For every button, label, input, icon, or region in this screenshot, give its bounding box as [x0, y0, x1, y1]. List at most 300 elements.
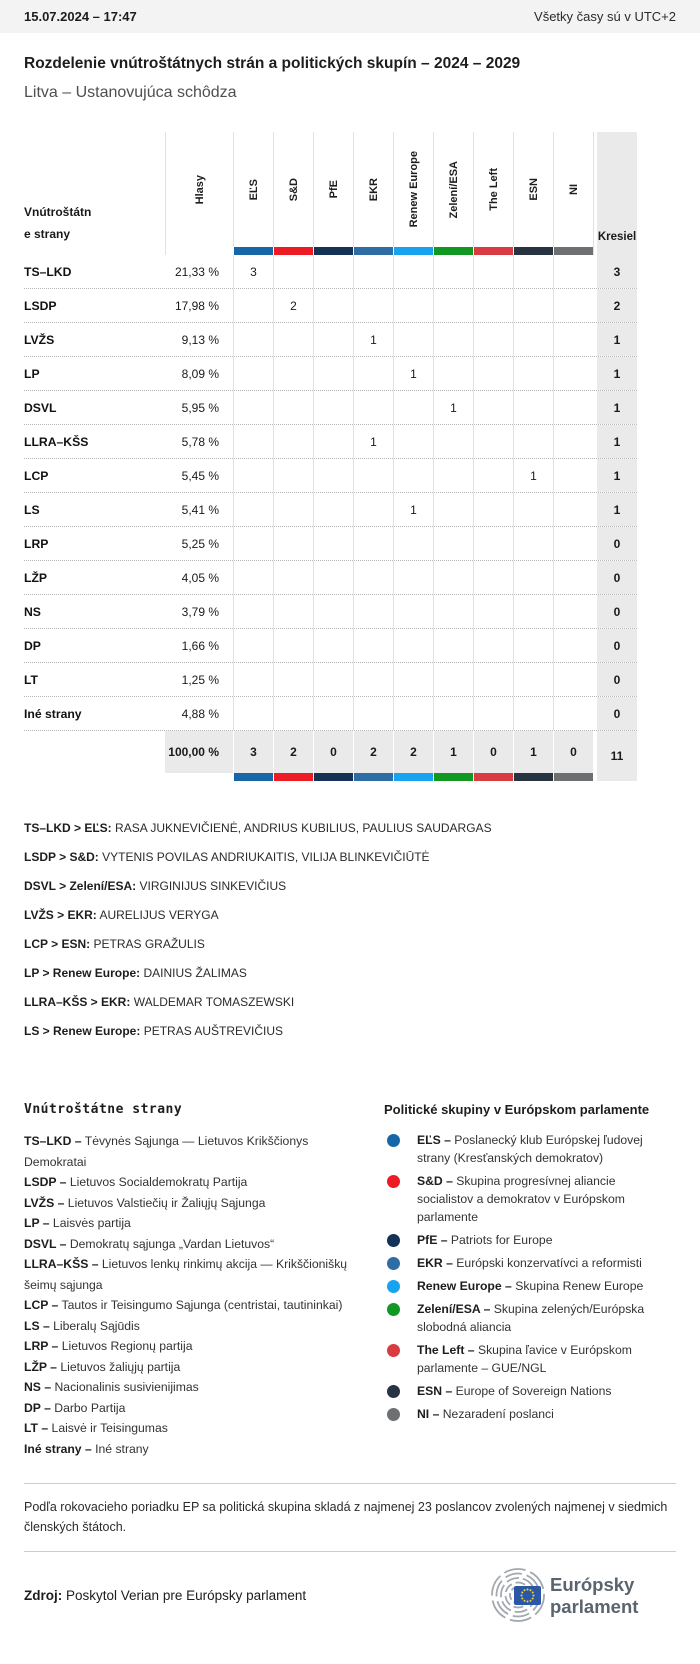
table-row: [24, 322, 637, 356]
party-legend-item: LVŽS – Lietuvos Valstiečių ir Žaliųjų Sąjunga: [24, 1195, 266, 1210]
total-color-bar-esn: [514, 773, 553, 781]
delegation-line: LP > Renew Europe: DAINIUS ŽALIMAS: [24, 966, 247, 980]
party-name-cell: LŽP: [24, 570, 48, 585]
group-color-dot: [387, 1385, 400, 1398]
group-legend-abbr: EKR –: [417, 1256, 453, 1270]
party-legend-abbr: NS –: [24, 1380, 52, 1394]
seats-cell-left: [473, 561, 513, 594]
group-column-header-ni: [553, 132, 593, 247]
delegation-party-group: TS–LKD > EĽS:: [24, 821, 112, 835]
seats-cell-zeleni: [433, 459, 473, 492]
seats-cell-pfe: [313, 629, 353, 662]
group-color-bar-ni: [553, 247, 593, 255]
party-legend-item: DSVL – Demokratų sąjunga „Vardan Lietuvos“: [24, 1236, 275, 1251]
seats-cell-esn: [513, 323, 553, 356]
seats-distribution-table: [24, 132, 637, 781]
total-color-bar-pfe: [314, 773, 353, 781]
party-legend-abbr: LVŽS –: [24, 1195, 65, 1210]
table-row: [24, 526, 637, 560]
total-seats-cell: 1: [597, 493, 637, 526]
votes-cell: 17,98 %: [174, 298, 219, 313]
seats-cell-zeleni: [433, 323, 473, 356]
seats-cell-renew: [393, 561, 433, 594]
total-seats-cell: 0: [597, 629, 637, 662]
table-row: [24, 696, 637, 730]
seats-cell-pfe: [313, 425, 353, 458]
seats-cell-ekr: [353, 697, 393, 730]
seats-cell-ekr: [353, 527, 393, 560]
group-legend-abbr: Renew Europe –: [417, 1279, 512, 1293]
seats-cell-ni: [553, 357, 593, 390]
group-column-header-label: EĽS: [247, 178, 260, 201]
group-column-header-label: Renew Europe: [407, 151, 420, 228]
party-legend-item: LŽP – Lietuvos žaliųjų partija: [24, 1359, 181, 1374]
delegation-line: TS–LKD > EĽS: RASA JUKNEVIČIENĖ, ANDRIUS KUBILIUS, PAULIUS SAUDARGAS: [24, 821, 492, 835]
seats-cell-sd: [273, 255, 313, 288]
seats-cell-left: [473, 323, 513, 356]
group-legend-title: Politické skupiny v Európskom parlamente: [384, 1102, 650, 1117]
seats-cell-ekr: [353, 459, 393, 492]
party-legend-item: LP – Laisvės partija: [24, 1216, 131, 1230]
seats-cell-zeleni: 1: [433, 391, 473, 424]
seats-cell-sd: [273, 595, 313, 628]
group-color-dot: [387, 1303, 400, 1316]
legends-section: [24, 1102, 676, 1459]
seats-cell-ni: [553, 323, 593, 356]
group-color-bar-row: [24, 247, 637, 255]
total-votes-cell: 100,00 %: [165, 731, 233, 773]
seats-cell-renew: [393, 527, 433, 560]
party-legend-abbr: LRP –: [24, 1339, 59, 1353]
total-seats-cell-ekr: 2: [353, 731, 393, 773]
votes-column-header-label: Hlasy: [193, 174, 206, 205]
european-parliament-logo: [480, 1564, 676, 1626]
total-color-bar-sd: [274, 773, 313, 781]
delegation-line: LS > Renew Europe: PETRAS AUŠTREVIČIUS: [24, 1024, 284, 1038]
seats-cell-sd: [273, 663, 313, 696]
total-seats-cell-zeleni: 1: [433, 731, 473, 773]
seats-cell-ni: [553, 391, 593, 424]
seats-cell-left: [473, 493, 513, 526]
topbar: [0, 0, 700, 33]
seats-cell-ekr: [353, 663, 393, 696]
seats-cell-renew: [393, 697, 433, 730]
delegation-line: LSDP > S&D: VYTENIS POVILAS ANDRIUKAITIS, VILIJA BLINKEVIČIŪTĖ: [24, 850, 430, 864]
group-color-dot: [387, 1134, 400, 1147]
delegation-line: LVŽS > EKR: AURELIJUS VERYGA: [24, 908, 219, 922]
seats-cell-ekr: [353, 595, 393, 628]
party-name-cell: LCP: [24, 468, 49, 483]
bar-spacer-votes: [165, 247, 233, 255]
seats-cell-pfe: [313, 391, 353, 424]
delegation-line: LLRA–KŠS > EKR: WALDEMAR TOMASZEWSKI: [24, 995, 295, 1009]
group-legend-item: PfE – Patriots for Europe: [384, 1231, 674, 1249]
total-color-bar-els: [234, 773, 273, 781]
seats-cell-pfe: [313, 493, 353, 526]
seats-cell-ni: [553, 561, 593, 594]
votes-cell: 5,45 %: [181, 468, 219, 483]
group-color-bar-sd: [273, 247, 313, 255]
party-name-cell: LVŽS: [24, 332, 55, 347]
group-legend-abbr: NI –: [417, 1407, 440, 1421]
seats-cell-left: [473, 255, 513, 288]
seats-cell-zeleni: [433, 255, 473, 288]
grand-total-seats-cell: 11: [597, 731, 637, 781]
total-seats-cell: 1: [597, 391, 637, 424]
seats-cell-sd: [273, 425, 313, 458]
delegation-party-group: LLRA–KŠS > EKR:: [24, 995, 131, 1009]
delegation-line: LCP > ESN: PETRAS GRAŽULIS: [24, 937, 205, 951]
seats-cell-ni: [553, 289, 593, 322]
votes-column-header: [165, 132, 233, 247]
seats-cell-ekr: [353, 561, 393, 594]
party-legend-abbr: LLRA–KŠS –: [24, 1257, 99, 1271]
table-row: [24, 424, 637, 458]
seats-cell-left: [473, 357, 513, 390]
source-line: [24, 1588, 306, 1603]
total-seats-cell: 2: [597, 289, 637, 322]
party-name-cell: TS–LKD: [24, 264, 72, 279]
seats-cell-els: [233, 391, 273, 424]
seats-cell-ni: [553, 459, 593, 492]
seats-cell-zeleni: [433, 527, 473, 560]
seats-cell-ni: [553, 629, 593, 662]
votes-cell: 4,05 %: [181, 570, 219, 585]
table-row: [24, 288, 637, 322]
table-row: [24, 594, 637, 628]
party-legend-abbr: TS–LKD –: [24, 1134, 82, 1148]
party-name-cell: LP: [24, 366, 40, 381]
seats-cell-els: [233, 629, 273, 662]
total-seats-cell: 0: [597, 561, 637, 594]
group-color-dot: [387, 1280, 400, 1293]
seats-cell-els: [233, 493, 273, 526]
seats-cell-els: [233, 323, 273, 356]
table-row: [24, 628, 637, 662]
seats-cell-renew: [393, 255, 433, 288]
seats-cell-zeleni: [433, 629, 473, 662]
group-legend-abbr: The Left –: [417, 1343, 475, 1357]
seats-cell-left: [473, 289, 513, 322]
party-column-header-label: Vnútroštátne strany: [24, 204, 92, 241]
party-legend-title: Vnútroštátne strany: [24, 1102, 183, 1117]
seats-cell-esn: [513, 425, 553, 458]
total-seats-cell: 0: [597, 663, 637, 696]
group-column-header-esn: [513, 132, 553, 247]
seats-cell-renew: [393, 459, 433, 492]
seats-cell-ekr: [353, 255, 393, 288]
seats-cell-pfe: [313, 697, 353, 730]
table-row: [24, 255, 637, 288]
seats-cell-els: [233, 459, 273, 492]
group-legend-item: ESN – Europe of Sovereign Nations: [384, 1382, 674, 1400]
seats-cell-esn: [513, 527, 553, 560]
seats-cell-zeleni: [433, 561, 473, 594]
seats-cell-ekr: 1: [353, 323, 393, 356]
seats-cell-esn: [513, 663, 553, 696]
votes-cell: 9,13 %: [181, 332, 219, 347]
group-color-bar-els: [233, 247, 273, 255]
party-legend-item: TS–LKD – Tėvynės Sąjunga — Lietuvos Krikščionys Demokratai: [24, 1134, 309, 1169]
party-name-cell: LRP: [24, 536, 49, 551]
party-legend-abbr: LSDP –: [24, 1175, 67, 1189]
seats-cell-els: [233, 425, 273, 458]
votes-cell: 5,95 %: [181, 400, 219, 415]
seats-cell-esn: [513, 595, 553, 628]
total-seats-cell-left: 0: [473, 731, 513, 773]
seats-cell-els: [233, 357, 273, 390]
table-row: [24, 492, 637, 526]
total-seats-cell-sd: 2: [273, 731, 313, 773]
total-seats-cell-renew: 2: [393, 731, 433, 773]
group-legend-abbr: ESN –: [417, 1384, 453, 1398]
seats-cell-els: [233, 697, 273, 730]
report-datetime: 15.07.2024 – 17:47: [24, 9, 137, 24]
seats-cell-pfe: [313, 289, 353, 322]
party-name-cell: LS: [24, 502, 40, 517]
footnote-text: Podľa rokovacieho poriadku EP sa politická skupina skladá z najmenej 23 poslancov zvolených najmenej v siedmich členských štátoch.: [24, 1500, 668, 1534]
seats-cell-sd: [273, 697, 313, 730]
total-seats-cell: 0: [597, 527, 637, 560]
party-name-cell: Iné strany: [24, 706, 82, 721]
total-seats-cell: 0: [597, 697, 637, 730]
seats-cell-esn: [513, 561, 553, 594]
source-text: Poskytol Verian pre Európsky parlament: [66, 1587, 307, 1603]
seats-cell-esn: [513, 697, 553, 730]
seats-cell-pfe: [313, 357, 353, 390]
group-legend-item: Renew Europe – Skupina Renew Europe: [384, 1277, 674, 1295]
total-seats-cell: 1: [597, 459, 637, 492]
seats-cell-left: [473, 697, 513, 730]
seats-cell-els: [233, 289, 273, 322]
seats-cell-ni: [553, 527, 593, 560]
seats-cell-els: [233, 561, 273, 594]
table-row: [24, 356, 637, 390]
seats-cell-ekr: [353, 289, 393, 322]
group-legend-abbr: S&D –: [417, 1174, 453, 1188]
page-subtitle: Litva – Ustanovujúca schôdza: [24, 84, 237, 101]
seats-cell-esn: [513, 493, 553, 526]
seats-cell-zeleni: [433, 357, 473, 390]
group-column-header-els: [233, 132, 273, 247]
seats-cell-pfe: [313, 527, 353, 560]
group-color-bar-left: [473, 247, 513, 255]
delegation-party-group: LS > Renew Europe:: [24, 1024, 141, 1038]
party-legend-item: LSDP – Lietuvos Socialdemokratų Partija: [24, 1175, 248, 1189]
seats-cell-esn: [513, 357, 553, 390]
group-color-bar-ekr: [353, 247, 393, 255]
group-legend-item: S&D – Skupina progresívnej aliancie socialistov a demokratov v Európskom parlamente: [384, 1172, 674, 1226]
seats-cell-sd: [273, 323, 313, 356]
total-seats-cell: 1: [597, 357, 637, 390]
seats-cell-zeleni: [433, 289, 473, 322]
seats-cell-ekr: [353, 493, 393, 526]
seats-cell-zeleni: [433, 697, 473, 730]
timezone-note: Všetky časy sú v UTC+2: [534, 9, 676, 24]
group-column-header-zeleni: [433, 132, 473, 247]
party-legend-abbr: Iné strany –: [24, 1441, 92, 1456]
party-column-header: [24, 132, 165, 247]
group-color-bar-zeleni: [433, 247, 473, 255]
delegation-party-group: DSVL > Zelení/ESA:: [24, 879, 137, 893]
seats-cell-renew: [393, 663, 433, 696]
group-column-header-label: Zelení/ESA: [447, 160, 460, 219]
votes-cell: 5,41 %: [181, 502, 219, 517]
seats-cell-sd: [273, 459, 313, 492]
page-title: Rozdelenie vnútroštátnych strán a politických skupín – 2024 – 2029: [24, 55, 521, 72]
group-color-dot: [387, 1175, 400, 1188]
seats-cell-pfe: [313, 663, 353, 696]
table-row: [24, 390, 637, 424]
table-row: [24, 560, 637, 594]
table-total-row: [24, 730, 637, 781]
total-seats-cell: 1: [597, 425, 637, 458]
seats-cell-renew: [393, 323, 433, 356]
seats-cell-left: [473, 527, 513, 560]
total-seats-cell: 1: [597, 323, 637, 356]
delegation-party-group: LP > Renew Europe:: [24, 966, 141, 980]
seats-cell-esn: [513, 629, 553, 662]
group-column-header-pfe: [313, 132, 353, 247]
party-name-cell: LSDP: [24, 298, 57, 313]
seats-cell-sd: [273, 527, 313, 560]
table-row: [24, 458, 637, 492]
group-column-header-label: S&D: [287, 177, 300, 202]
seats-cell-left: [473, 459, 513, 492]
seats-cell-pfe: [313, 255, 353, 288]
group-legend: [384, 1102, 674, 1459]
seats-cell-esn: [513, 391, 553, 424]
table-header-row: [24, 132, 637, 247]
group-legend-item: NI – Nezaradení poslanci: [384, 1405, 674, 1423]
seats-cell-ni: [553, 663, 593, 696]
group-column-header-renew: [393, 132, 433, 247]
group-color-bar-pfe: [313, 247, 353, 255]
seats-cell-zeleni: [433, 663, 473, 696]
party-legend-item: LRP – Lietuvos Regionų partija: [24, 1339, 193, 1353]
party-legend-item: Iné strany – Iné strany: [24, 1441, 149, 1456]
delegation-party-group: LSDP > S&D:: [24, 850, 99, 864]
group-column-header-label: EKR: [367, 177, 380, 202]
group-column-header-label: NI: [567, 184, 580, 195]
seats-cell-renew: [393, 289, 433, 322]
seats-cell-left: [473, 425, 513, 458]
votes-cell: 4,88 %: [181, 706, 219, 721]
group-legend-abbr: EĽS –: [417, 1133, 451, 1147]
seats-cell-sd: [273, 391, 313, 424]
group-color-dot: [387, 1257, 400, 1270]
party-name-cell: DSVL: [24, 400, 57, 415]
party-legend-item: LS – Liberalų Sąjūdis: [24, 1318, 140, 1333]
seats-cell-els: [233, 663, 273, 696]
group-color-dot: [387, 1234, 400, 1247]
seats-cell-sd: 2: [273, 289, 313, 322]
party-legend-abbr: LS –: [24, 1318, 50, 1333]
total-seats-cell-els: 3: [233, 731, 273, 773]
seats-cell-left: [473, 595, 513, 628]
group-column-header-ekr: [353, 132, 393, 247]
seats-column-header: Kresiel: [597, 132, 637, 247]
seats-cell-zeleni: [433, 425, 473, 458]
votes-cell: 1,25 %: [181, 672, 219, 687]
logo-text-line1: Európsky: [550, 1574, 635, 1595]
seats-cell-renew: [393, 391, 433, 424]
total-color-bar-ni: [554, 773, 593, 781]
seats-cell-esn: 1: [513, 459, 553, 492]
votes-cell: 21,33 %: [174, 264, 219, 279]
seats-cell-pfe: [313, 561, 353, 594]
party-legend: [24, 1102, 356, 1459]
total-color-bar-renew: [394, 773, 433, 781]
votes-cell: 8,09 %: [181, 366, 219, 381]
total-color-bar-left: [474, 773, 513, 781]
seats-cell-renew: [393, 425, 433, 458]
group-legend-item: EKR – Európski konzervatívci a reformisti: [384, 1254, 674, 1272]
seats-cell-sd: [273, 357, 313, 390]
votes-cell: 3,79 %: [181, 604, 219, 619]
seats-cell-sd: [273, 493, 313, 526]
group-legend-item: EĽS – Poslanecký klub Európskej ľudovej strany (Kresťanských demokratov): [384, 1131, 674, 1167]
party-legend-abbr: DP –: [24, 1400, 51, 1415]
delegation-party-group: LVŽS > EKR:: [24, 908, 97, 922]
footnote-block: [24, 1483, 676, 1552]
seats-cell-pfe: [313, 595, 353, 628]
seats-cell-sd: [273, 561, 313, 594]
party-legend-item: LLRA–KŠS – Lietuvos lenkų rinkimų akcija — Krikščioniškų šeimų sąjunga: [24, 1257, 348, 1292]
seats-cell-ni: [553, 595, 593, 628]
delegation-party-group: LCP > ESN:: [24, 937, 91, 951]
table-row: [24, 662, 637, 696]
seats-cell-esn: [513, 255, 553, 288]
group-legend-abbr: PfE –: [417, 1233, 448, 1247]
seats-cell-ni: [553, 425, 593, 458]
seats-cell-left: [473, 391, 513, 424]
seats-cell-esn: [513, 289, 553, 322]
party-legend-abbr: LŽP –: [24, 1359, 57, 1374]
total-party-spacer: [24, 731, 165, 781]
delegation-line: DSVL > Zelení/ESA: VIRGINIJUS SINKEVIČIUS: [24, 879, 287, 893]
seats-cell-els: [233, 527, 273, 560]
seats-cell-left: [473, 663, 513, 696]
party-name-cell: NS: [24, 604, 41, 619]
party-legend-abbr: LCP –: [24, 1298, 59, 1312]
seats-cell-ni: [553, 255, 593, 288]
group-column-header-label: ESN: [527, 178, 540, 201]
group-color-bar-renew: [393, 247, 433, 255]
group-color-dot: [387, 1344, 400, 1357]
votes-cell: 1,66 %: [181, 638, 219, 653]
seats-cell-ekr: [353, 629, 393, 662]
group-color-bar-esn: [513, 247, 553, 255]
party-legend-item: LCP – Tautos ir Teisingumo Sąjunga (centristai, tautininkai): [24, 1298, 343, 1312]
total-seats-cell-esn: 1: [513, 731, 553, 773]
total-color-bar-zeleni: [434, 773, 473, 781]
party-legend-item: NS – Nacionalinis susivienijimas: [24, 1380, 199, 1394]
bar-spacer-party: [24, 247, 165, 255]
total-color-bar-ekr: [354, 773, 393, 781]
seats-cell-els: [233, 595, 273, 628]
total-seats-cell-ni: 0: [553, 731, 593, 773]
group-legend-abbr: Zelení/ESA –: [417, 1302, 491, 1316]
party-legend-abbr: LT –: [24, 1421, 49, 1435]
delegations-list: [24, 821, 676, 1038]
bar-spacer-seats: [597, 247, 637, 255]
party-legend-abbr: DSVL –: [24, 1236, 67, 1251]
logo-text-line2: parlament: [550, 1596, 639, 1617]
seats-cell-renew: 1: [393, 493, 433, 526]
group-column-header-sd: [273, 132, 313, 247]
source-row: [24, 1564, 676, 1626]
